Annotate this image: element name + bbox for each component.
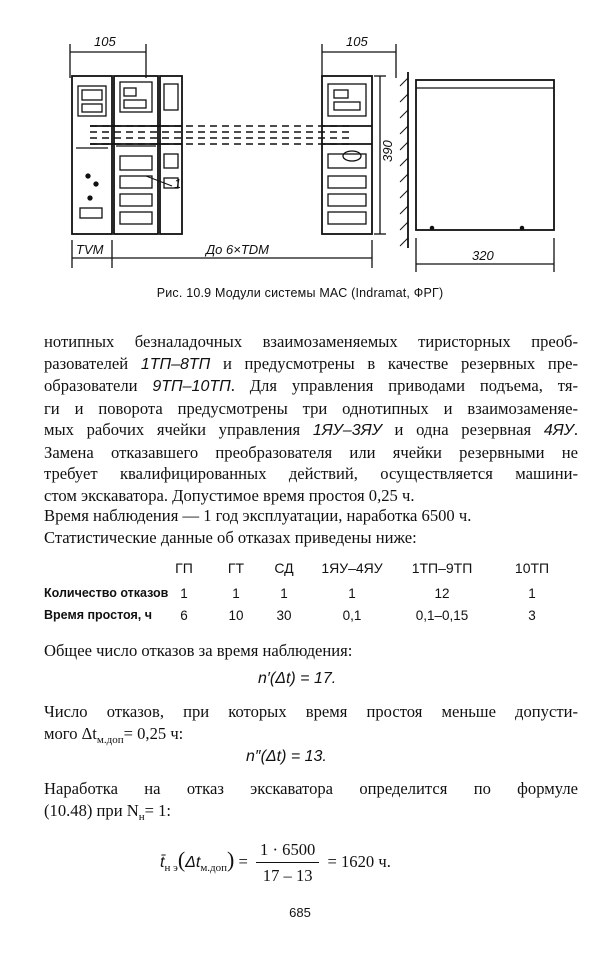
table-cell: 1 — [528, 586, 536, 601]
row-label: Количество отказов — [44, 586, 169, 600]
text-line: стом экскаватора. Допустимое время простоя 0,25 ч. — [44, 485, 415, 505]
table-cell: 1 — [180, 586, 188, 601]
table-cell: 6 — [180, 608, 188, 623]
text-line: Время наблюдения — 1 год эксплуатации, наработка 6500 ч. — [44, 506, 472, 525]
table-cell: 1 — [232, 586, 240, 601]
dim-right-width: 105 — [346, 34, 368, 49]
table-cell: 1 — [280, 586, 288, 601]
text-line: образователи 9ТП–10ТП. Для управления приводами подъема, тя- — [44, 376, 578, 395]
table-header: 1ТП–9ТП — [411, 560, 473, 576]
text-line: Замена отказавшего преобразователя или ячейки резервными не — [44, 442, 578, 462]
paragraph-4 — [44, 701, 578, 751]
table-cell: 10 — [228, 608, 244, 623]
dim-tvm: TVM — [76, 242, 104, 257]
formula-mtbf: $t̄_{н э}(\Delta t_{м.доп})$ = $\frac{1 \cdot 6500}{17 - 13}$ = 1620 ч. — [160, 840, 391, 885]
table-row — [44, 586, 574, 608]
text-line: мых рабочих ячейки управления 1ЯУ–3ЯУ и одна резервная 4ЯУ. — [44, 420, 578, 439]
table-cell: 3 — [528, 608, 536, 623]
text-line: Число отказов, при которых время простоя меньше допусти- — [44, 702, 578, 721]
paragraph-5 — [44, 778, 578, 828]
formula-fraction — [256, 840, 319, 886]
dim-depth: 320 — [472, 248, 494, 263]
dim-height: 390 — [380, 140, 395, 162]
formula-text: n′(Δt) = 17. — [258, 670, 337, 687]
text-line: нотипных безналадочных взаимозаменяемых тиристорных преоб- — [44, 332, 578, 351]
formula-text: n″(Δt) = 13. — [246, 748, 327, 765]
text-line: требует квалифицированных действий, осуществляется машини- — [44, 464, 578, 483]
paragraph-3: Общее число отказов за время наблюдения: — [44, 641, 353, 660]
page-number: 685 — [289, 905, 311, 920]
paragraph-1 — [44, 331, 578, 506]
dim-left-width: 105 — [94, 34, 116, 49]
fraction-denominator: 17 – 13 — [262, 866, 313, 885]
table-header-row — [44, 560, 574, 582]
table-row — [44, 608, 574, 630]
table-cell: 30 — [276, 608, 292, 623]
text-line: мого $\Delta t_{м.доп}= 0,25$ ч: — [44, 723, 184, 746]
table-header: ГТ — [227, 560, 245, 576]
callout-1: 1 — [174, 176, 182, 191]
table-cell: 12 — [434, 586, 450, 601]
row-label: Время простоя, ч — [44, 608, 152, 622]
table-cell: 1 — [348, 586, 356, 601]
table-cell: 0,1–0,15 — [415, 608, 469, 623]
table-header: СД — [274, 560, 294, 576]
paragraph-2 — [44, 505, 578, 548]
formula-total-failures — [258, 668, 336, 688]
text-line: ги и поворота предусмотрены три однотипных и взаимозаменяе- — [44, 398, 578, 418]
text-line: (10.48) при $N_н= 1$: — [44, 800, 172, 823]
figure-caption: Рис. 10.9 Модули системы МАС (Indramat, ФРГ) — [156, 286, 444, 300]
formula-allowed-failures — [246, 746, 327, 766]
module-drawing — [60, 28, 570, 278]
table-header: ГП — [175, 560, 193, 576]
text-line: Статистические данные об отказах приведены ниже: — [44, 527, 417, 547]
table-header: 10ТП — [514, 560, 550, 576]
fraction-numerator: 1 · 6500 — [256, 840, 319, 863]
table-cell: 0,1 — [342, 608, 362, 623]
text-line: Наработка на отказ экскаватора определится по формуле — [44, 779, 578, 798]
dim-span: До 6×TDM — [206, 242, 269, 257]
failure-stats-table — [44, 560, 574, 630]
table-header: 1ЯУ–4ЯУ — [321, 560, 383, 576]
text-line: разователей 1ТП–8ТП и предусмотрены в качестве резервных пре- — [44, 353, 578, 373]
formula-result: = 1620 ч. — [327, 851, 391, 871]
